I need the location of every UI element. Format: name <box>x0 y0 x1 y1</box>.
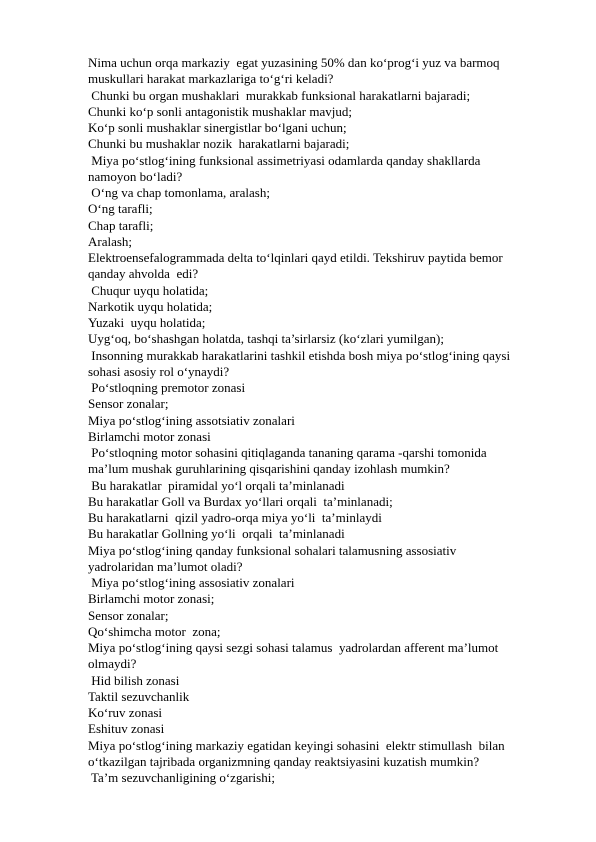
answer-option: O‘ng va chap tomonlama, aralash; <box>88 185 270 200</box>
question-line: Miya po‘stlog‘ining qaysi sezgi sohasi talamus yadrolardan afferent ma’lumot <box>88 640 499 655</box>
answer-option: Chap tarafli; <box>88 217 154 233</box>
answer-option: Eshituv zonasi <box>88 721 165 737</box>
question-line: Insonning murakkab harakatlarini tashkil etishda bosh miya po‘stlog‘ining qaysi <box>88 347 511 363</box>
question-line: Miya po‘stlog‘ining funksional assimetriyasi odamlarda qanday shakllarda <box>88 152 481 168</box>
answer-option: Uyg‘oq, bo‘shashgan holatda, tashqi ta’sirlarsiz (ko‘zlari yumilgan); <box>88 331 444 347</box>
answer-option: Bu harakatlar piramidal yo‘l orqali ta’minlanadi <box>88 477 345 493</box>
answer-option: Bu harakatlarni qizil yadro-orqa miya yo‘li ta’minlaydi <box>88 510 382 525</box>
answer-option: Ko‘ruv zonasi <box>88 705 163 720</box>
question-line: Miya po‘stlog‘ining qanday funksional sohalari talamusning assosiativ <box>88 542 457 558</box>
answer-option: Hid bilish zonasi <box>88 672 180 688</box>
answer-option: Chuqur uyqu holatida; <box>88 282 209 298</box>
answer-option: Po‘stloqning premotor zonasi <box>88 380 246 395</box>
question-line: Miya po‘stlog‘ining markaziy egatidan keyingi sohasini elektr stimullash bilan <box>88 737 505 753</box>
answer-option: Taktil sezuvchanlik <box>88 688 190 704</box>
answer-option: Chunki bu mushaklar nozik harakatlarni bajaradi; <box>88 136 350 152</box>
answer-option: Sensor zonalar; <box>88 396 169 412</box>
question-line: sohasi asosiy rol o‘ynaydi? <box>88 363 230 379</box>
question-line: qanday ahvolda edi? <box>88 266 199 282</box>
question-line: ma’lum mushak guruhlarining qisqarishini qanday izohlash mumkin? <box>88 461 450 477</box>
answer-option: Chunki bu organ mushaklari murakkab funksional harakatlarni bajaradi; <box>88 87 471 103</box>
answer-option: Sensor zonalar; <box>88 607 169 623</box>
answer-option: Birlamchi motor zonasi <box>88 428 211 444</box>
question-line: o‘tkazilgan tajribada organizmning qanday reaktsiyasini kuzatish mumkin? <box>88 753 480 769</box>
answer-option: Aralash; <box>88 233 133 249</box>
answer-option: Chunki ko‘p sonli antagonistik mushaklar mavjud; <box>88 103 352 119</box>
answer-option: Ta’m sezuvchanligining o‘zgarishi; <box>88 770 275 785</box>
answer-option: Ko‘p sonli mushaklar sinergistlar bo‘lgani uchun; <box>88 120 347 135</box>
question-line: olmaydi? <box>88 656 137 672</box>
answer-option: O‘ng tarafli; <box>88 201 153 217</box>
document-page <box>88 55 558 786</box>
question-line: Po‘stloqning motor sohasini qitiqlaganda tananing qarama -qarshi tomonida <box>88 445 487 460</box>
question-line: Nima uchun orqa markaziy egat yuzasining 50% dan ko‘prog‘i yuz va barmoq <box>88 55 500 70</box>
answer-option: Narkotik uyqu holatida; <box>88 298 213 314</box>
question-line: Elektroensefalogrammada delta to‘lqinlari qayd etildi. Tekshiruv paytida bemor <box>88 250 503 265</box>
answer-option: Yuzaki uyqu holatida; <box>88 315 206 330</box>
answer-option: Birlamchi motor zonasi; <box>88 591 215 607</box>
question-line: yadrolaridan ma’lumot oladi? <box>88 558 243 574</box>
question-line: muskullari harakat markazlariga to‘g‘ri keladi? <box>88 71 334 87</box>
answer-option: Bu harakatlar Goll va Burdax yo‘llari orqali ta’minlanadi; <box>88 493 393 509</box>
question-line: namoyon bo‘ladi? <box>88 168 183 184</box>
answer-option: Bu harakatlar Gollning yo‘li orqali ta’minlanadi <box>88 526 345 542</box>
answer-option: Miya po‘stlog‘ining assosiativ zonalari <box>88 575 295 590</box>
answer-option: Qo‘shimcha motor zona; <box>88 623 221 639</box>
answer-option: Miya po‘stlog‘ining assotsiativ zonalari <box>88 412 295 428</box>
